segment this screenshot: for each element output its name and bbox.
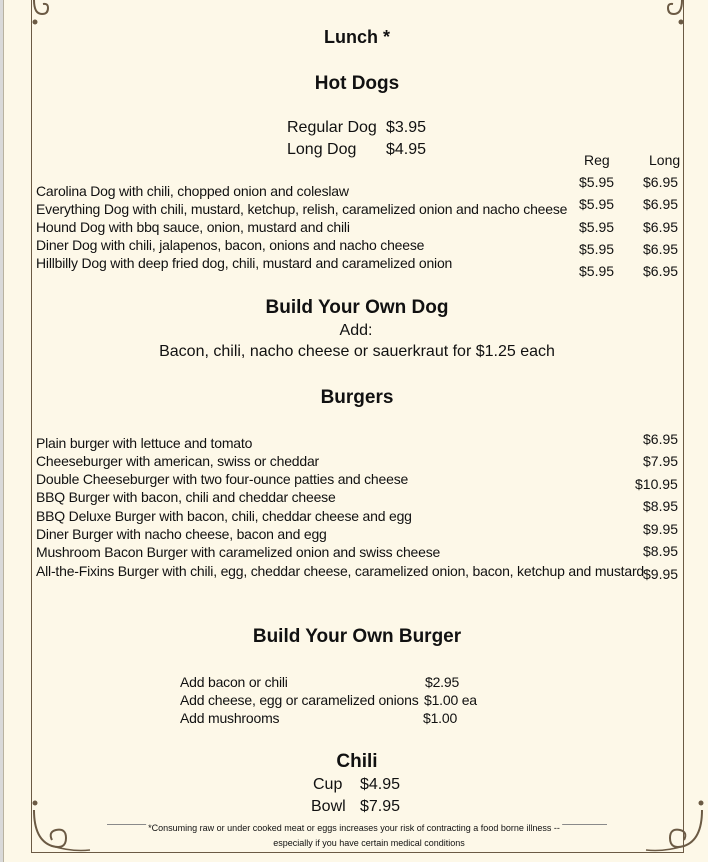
bottom-left-flourish-icon (32, 800, 92, 855)
hot-dog-item: Carolina Dog with chili, chopped onion and coleslaw (36, 183, 349, 199)
hot-dog-item: Diner Dog with chili, jalapenos, bacon, onions and nacho cheese (36, 237, 425, 253)
regular-dog-label: Regular Dog (287, 119, 377, 136)
long-dog-price: $4.95 (386, 141, 427, 158)
chili-bowl-label: Bowl (311, 798, 346, 815)
burger-item: Diner Burger with nacho cheese, bacon and egg (36, 526, 327, 542)
chili-title: Chili (336, 751, 378, 772)
reg-column-header: Reg (584, 152, 610, 168)
build-burger-option: Add bacon or chili (180, 674, 288, 690)
hot-dog-reg-price: $5.95 (579, 241, 615, 257)
burger-price: $7.95 (643, 453, 679, 469)
long-column-header: Long (649, 152, 681, 168)
build-burger-price: $1.00 ea (424, 692, 477, 708)
top-right-flourish-icon (666, 0, 706, 40)
long-dog-label: Long Dog (287, 141, 357, 158)
hot-dog-item: Everything Dog with chili, mustard, ketchup, relish, caramelized onion and nacho cheese (36, 201, 568, 217)
hot-dog-long-price: $6.95 (643, 263, 679, 279)
chili-cup-price: $4.95 (360, 776, 401, 793)
build-burger-option: Add cheese, egg or caramelized onions (180, 692, 419, 708)
hot-dog-reg-price: $5.95 (579, 174, 615, 190)
build-dog-title: Build Your Own Dog (265, 297, 449, 318)
hot-dog-reg-price: $5.95 (579, 196, 615, 212)
burger-price: $9.95 (643, 566, 679, 582)
footnote-line-2: especially if you have certain medical conditions (273, 838, 465, 848)
lunch-title: Lunch * (324, 27, 390, 47)
build-burger-title: Build Your Own Burger (252, 626, 462, 647)
build-dog-add-label: Add: (339, 322, 373, 339)
hot-dog-long-price: $6.95 (643, 174, 679, 190)
burger-price: $6.95 (643, 431, 679, 447)
bottom-right-flourish-icon (644, 800, 704, 855)
menu-page (3, 0, 708, 862)
burger-item: Cheeseburger with american, swiss or cheddar (36, 453, 319, 469)
burger-item: Mushroom Bacon Burger with caramelized onion and swiss cheese (36, 544, 441, 560)
burger-price: $8.95 (643, 498, 679, 514)
hot-dog-reg-price: $5.95 (579, 219, 615, 235)
hot-dog-item: Hound Dog with bbq sauce, onion, mustard and chili (36, 219, 350, 235)
burger-item: Double Cheeseburger with two four-ounce patties and cheese (36, 471, 409, 487)
burger-item: BBQ Deluxe Burger with bacon, chili, cheddar cheese and egg (36, 508, 412, 524)
burger-item: Plain burger with lettuce and tomato (36, 435, 253, 451)
hot-dog-item: Hillbilly Dog with deep fried dog, chili, mustard and caramelized onion (36, 255, 453, 271)
chili-bowl-price: $7.95 (360, 798, 401, 815)
build-burger-price: $2.95 (425, 674, 460, 690)
top-left-flourish-icon (32, 0, 72, 40)
build-burger-option: Add mushrooms (180, 710, 280, 726)
burgers-title: Burgers (320, 387, 394, 408)
burger-price: $10.95 (635, 476, 678, 492)
burger-price: $9.95 (643, 521, 679, 537)
hot-dog-long-price: $6.95 (643, 219, 679, 235)
burger-item: BBQ Burger with bacon, chili and cheddar cheese (36, 489, 336, 505)
regular-dog-price: $3.95 (386, 119, 427, 136)
chili-cup-label: Cup (313, 776, 343, 793)
build-dog-text: Bacon, chili, nacho cheese or sauerkraut for $1.25 each (159, 343, 555, 360)
build-burger-price: $1.00 (423, 710, 458, 726)
footnote-line-1: *Consuming raw or under cooked meat or eggs increases your risk of contracting a food borne illness -- (148, 823, 560, 833)
hot-dog-long-price: $6.95 (643, 196, 679, 212)
burger-price: $8.95 (643, 543, 679, 559)
hot-dogs-title: Hot Dogs (314, 73, 400, 94)
burger-item: All-the-Fixins Burger with chili, egg, cheddar cheese, caramelized onion, bacon, ketchup and mustard (36, 563, 644, 579)
hot-dog-long-price: $6.95 (643, 241, 679, 257)
hot-dog-reg-price: $5.95 (579, 263, 615, 279)
